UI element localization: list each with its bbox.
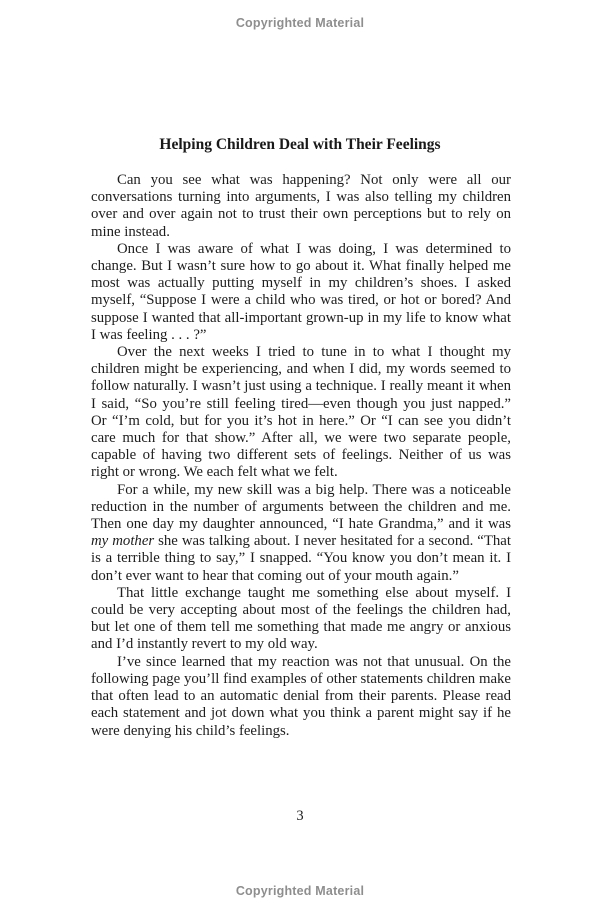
- body-paragraph: [91, 344, 511, 482]
- paragraph-text: For a while, my new skill was a big help. There was a noticeable reduction in the number of arguments between the children and me. Then one day my daughter announced, “I hate Grandma,” and it was: [91, 481, 511, 533]
- copyright-notice-bottom: Copyrighted Material: [235, 884, 365, 898]
- paragraph-text: Once I was aware of what I was doing, I was determined to change. But I wasn’t sure how to go about it. What finally helped me most was actually putting myself in my children’s shoes. I asked myself, “Suppose I were a child who was tired, or hot or bored? And suppose I wanted that all-important grown-up in my life to know what I was feeling . . . ?”: [91, 240, 511, 343]
- emphasis-text: my mother: [91, 533, 155, 550]
- body-paragraph: [91, 654, 511, 740]
- body-paragraph: [91, 172, 511, 241]
- paragraph-text: I’ve since learned that my reaction was not that unusual. On the following page you’ll find examples of other statements children make that often lead to an automatic denial from their parents. Please read each statement and jot down what you think a parent might say if he were denying his child’s feelings.: [91, 653, 511, 739]
- copyright-notice-top: Copyrighted Material: [235, 16, 365, 30]
- body-paragraph: [91, 241, 511, 344]
- page-number: 3: [296, 808, 304, 824]
- paragraph-text: Over the next weeks I tried to tune in to what I thought my children might be experiencing, and when I did, my words seemed to follow naturally. I wasn’t just using a technique. I really meant it when I said, “So you’re still feeling tired—even though you just napped.” Or “I’m cold, but for you it’s hot in here.” Or “I can see you didn’t care much for that show.” After all, we were two separate people, capable of having two different sets of feelings. Neither of us was right or wrong. We each felt what we felt.: [91, 344, 511, 481]
- chapter-title: Helping Children Deal with Their Feelings: [159, 136, 441, 153]
- body-text: [91, 172, 511, 740]
- body-paragraph: [91, 585, 511, 654]
- paragraph-text: Can you see what was happening? Not only were all our conversations turning into arguments, I was also telling my children over and over again not to trust their own perceptions but to rely on mine instead.: [91, 172, 511, 240]
- paragraph-text: That little exchange taught me something else about myself. I could be very accepting about most of the feelings the children had, but let one of them tell me something that made me angry or anxious and I’d instantly revert to my old way.: [91, 584, 511, 653]
- body-paragraph: [91, 482, 511, 585]
- paragraph-text: she was talking about. I never hesitated for a second. “That is a terrible thing to say,” I snapped. “You know you don’t mean it. I don’t ever want to hear that coming out of your mouth again.”: [91, 533, 511, 584]
